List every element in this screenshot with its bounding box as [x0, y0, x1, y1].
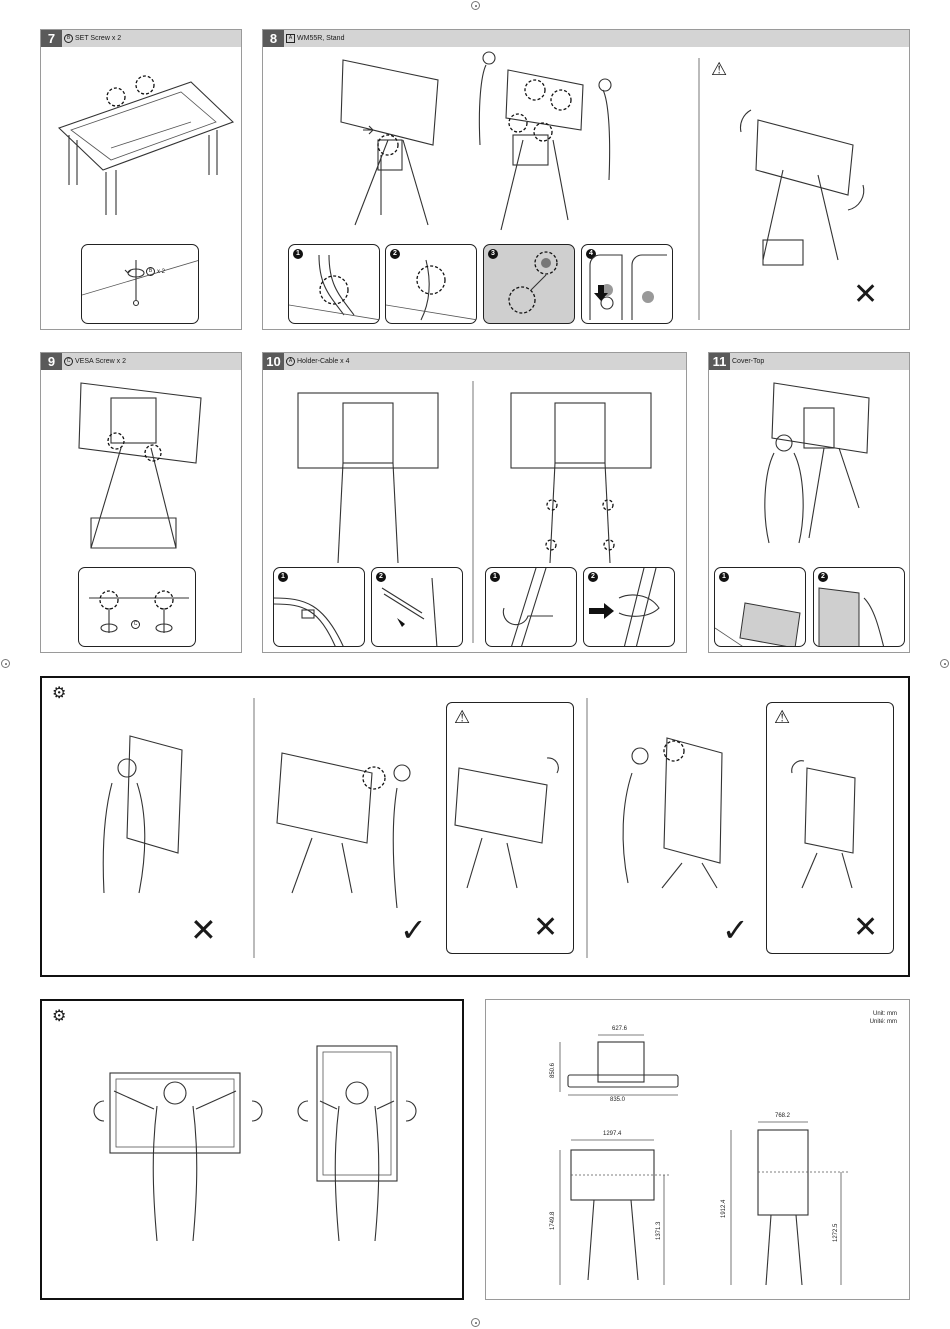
step-9-detail-inset — [78, 567, 196, 647]
warning-triangle-icon: ⚠ — [454, 707, 471, 727]
substep-number: 2 — [588, 572, 598, 582]
unit-english: Unit: mm — [873, 1011, 897, 1017]
warning-triangle-icon: ⚠ — [774, 707, 791, 727]
landscape-height-dim: 1749.8 — [550, 1211, 556, 1230]
lift-illustrations — [42, 1001, 466, 1302]
step-7-panel — [40, 29, 242, 330]
registration-mark-right — [940, 659, 949, 668]
step-11-substep-2 — [813, 567, 905, 647]
substep-number: 2 — [390, 249, 400, 259]
substep-number: 2 — [376, 572, 386, 582]
step-10-substep-left-2 — [371, 567, 463, 647]
part-badge: B — [64, 34, 73, 43]
cable-bundle-illustration — [274, 568, 365, 647]
substep-number: 1 — [719, 572, 729, 582]
hook-align-illustration — [582, 245, 673, 324]
screw-rotation-illustration — [82, 245, 199, 324]
unit-french: Unité: mm — [869, 1019, 897, 1025]
substep-number: 1 — [490, 572, 500, 582]
step-10-substep-right-1 — [485, 567, 577, 647]
step-title: VESA Screw x 2 — [75, 358, 126, 365]
substep-number: 1 — [278, 572, 288, 582]
settings-gear-icon: ⚙ — [52, 685, 67, 702]
top-height-dim: 850.6 — [550, 1062, 556, 1078]
registration-mark-top — [471, 1, 480, 10]
cross-mark-icon: ✕ — [190, 912, 217, 948]
step-8-panel — [262, 29, 910, 330]
step-title: WM55R, Stand — [297, 35, 345, 42]
landscape-center-dim: 1371.3 — [656, 1221, 662, 1240]
cable-clip-illustration — [386, 245, 477, 324]
screw-badge-group — [146, 267, 165, 276]
step-10-panel — [262, 352, 687, 653]
part-badge: A — [286, 34, 295, 43]
step-number: 9 — [41, 353, 62, 370]
substep-number: 4 — [586, 249, 596, 259]
cover-align-illustration — [715, 568, 806, 647]
cable-route-illustration — [289, 245, 380, 324]
portrait-width-dim: 768.2 — [775, 1113, 791, 1119]
dimension-drawings — [486, 1000, 911, 1301]
warning-triangle-icon: ⚠ — [711, 59, 728, 79]
step-8-substep-1 — [288, 244, 380, 324]
screw-quantity: x 2 — [157, 268, 166, 275]
step-10-substep-left-1 — [273, 567, 365, 647]
cable-insert-illustration — [372, 568, 463, 647]
substep-number: 3 — [488, 249, 498, 259]
dimensions-panel — [485, 999, 910, 1300]
step-number: 11 — [709, 353, 730, 370]
registration-mark-left — [1, 659, 10, 668]
step-8-substep-2 — [385, 244, 477, 324]
check-mark-icon: ✓ — [722, 912, 749, 948]
substep-number: 2 — [818, 572, 828, 582]
lift-guidance-panel — [40, 999, 464, 1300]
part-badge: A — [286, 357, 295, 366]
step-8-substep-3 — [483, 244, 575, 324]
cross-mark-icon: ✕ — [853, 911, 879, 944]
step-title: Cover-Top — [732, 358, 765, 365]
warning-landscape-box — [446, 702, 574, 954]
holder-snap-illustration — [584, 568, 675, 647]
portrait-height-dim: 1912.4 — [721, 1199, 727, 1218]
settings-gear-icon: ⚙ — [52, 1008, 67, 1025]
hook-illustration — [484, 245, 575, 324]
cross-mark-icon: ✕ — [533, 911, 559, 944]
step-title: Holder-Cable x 4 — [297, 358, 350, 365]
cover-press-illustration — [814, 568, 905, 647]
step-number: 10 — [263, 353, 284, 370]
step-10-substep-right-2 — [583, 567, 675, 647]
part-badge: C — [64, 357, 73, 366]
substep-number: 1 — [293, 249, 303, 259]
step-9-panel — [40, 352, 242, 653]
step-8-substep-4 — [581, 244, 673, 324]
registration-mark-bottom — [471, 1318, 480, 1327]
landscape-width-dim: 1297.4 — [603, 1131, 622, 1137]
step-11-panel — [708, 352, 910, 653]
cross-mark-icon: ✕ — [853, 278, 879, 311]
step-number: 7 — [41, 30, 62, 47]
top-width-dim: 627.6 — [612, 1026, 628, 1032]
step-title: SET Screw x 2 — [75, 35, 122, 42]
step-7-detail-inset — [81, 244, 199, 324]
screw-part-badge: C — [131, 620, 140, 629]
vesa-screw-detail — [79, 568, 196, 647]
screw-part-badge: B — [146, 267, 155, 276]
holder-clip-illustration — [486, 568, 577, 647]
step-number: 8 — [263, 30, 284, 47]
check-mark-icon: ✓ — [400, 912, 427, 948]
rotation-guidance-panel — [40, 676, 910, 977]
portrait-center-dim: 1272.5 — [833, 1223, 839, 1242]
base-width-dim: 835.0 — [610, 1097, 626, 1103]
warning-portrait-box — [766, 702, 894, 954]
step-11-substep-1 — [714, 567, 806, 647]
